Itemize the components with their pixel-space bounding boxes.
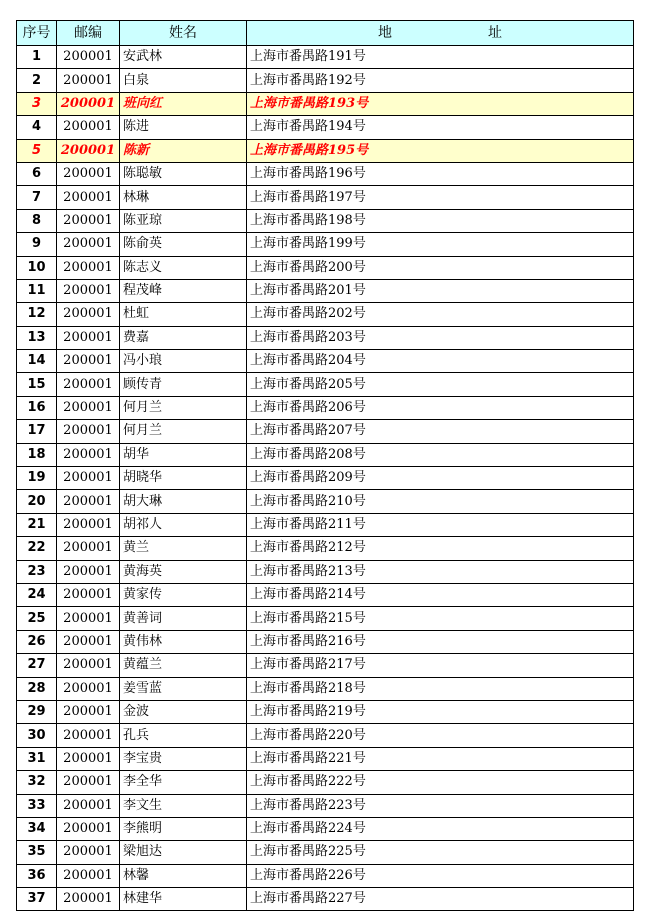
row-zip: 200001 [57,537,120,560]
row-zip: 200001 [57,724,120,747]
row-seq: 27 [17,654,57,677]
header-address-part1: 地 [378,25,392,41]
row-name: 孔兵 [120,724,247,747]
row-zip: 200001 [57,700,120,723]
row-zip: 200001 [57,326,120,349]
row-zip: 200001 [57,583,120,606]
row-seq: 31 [17,747,57,770]
row-address: 上海市番禺路222号 [247,771,634,794]
row-address: 上海市番禺路213号 [247,560,634,583]
row-seq: 8 [17,209,57,232]
row-zip: 200001 [57,677,120,700]
row-zip: 200001 [57,490,120,513]
row-name: 何月兰 [120,420,247,443]
row-address: 上海市番禺路210号 [247,490,634,513]
row-name: 姜雪蓝 [120,677,247,700]
row-address: 上海市番禺路204号 [247,350,634,373]
table-row [17,654,634,677]
row-zip: 200001 [57,69,120,92]
table-row [17,279,634,302]
address-table [16,20,634,911]
row-seq: 26 [17,630,57,653]
table-row [17,607,634,630]
table-row [17,677,634,700]
row-name: 黄家传 [120,583,247,606]
table-row [17,583,634,606]
table-row [17,186,634,209]
row-seq: 28 [17,677,57,700]
row-seq: 20 [17,490,57,513]
row-zip: 200001 [57,888,120,911]
row-name: 陈进 [120,116,247,139]
row-address: 上海市番禺路226号 [247,864,634,887]
table-row [17,771,634,794]
table-row [17,92,634,115]
row-zip: 200001 [57,279,120,302]
row-seq: 21 [17,513,57,536]
row-address: 上海市番禺路214号 [247,583,634,606]
row-address: 上海市番禺路206号 [247,396,634,419]
row-name: 顾传青 [120,373,247,396]
row-address: 上海市番禺路224号 [247,817,634,840]
row-address: 上海市番禺路196号 [247,162,634,185]
table-row [17,116,634,139]
address-sheet [16,20,634,911]
table-row [17,864,634,887]
row-name: 林琳 [120,186,247,209]
row-address: 上海市番禺路220号 [247,724,634,747]
row-name: 李全华 [120,771,247,794]
row-address: 上海市番禺路219号 [247,700,634,723]
row-seq: 36 [17,864,57,887]
table-row [17,69,634,92]
header-seq: 序号 [17,21,57,46]
row-name: 胡祁人 [120,513,247,536]
row-zip: 200001 [57,209,120,232]
row-seq: 32 [17,771,57,794]
table-row [17,700,634,723]
row-seq: 18 [17,443,57,466]
header-name: 姓名 [120,21,247,46]
table-row [17,373,634,396]
table-row [17,443,634,466]
row-address: 上海市番禺路193号 [247,92,634,115]
row-seq: 13 [17,326,57,349]
row-seq: 5 [17,139,57,162]
row-address: 上海市番禺路208号 [247,443,634,466]
row-address: 上海市番禺路211号 [247,513,634,536]
row-seq: 30 [17,724,57,747]
row-seq: 37 [17,888,57,911]
row-name: 陈俞英 [120,233,247,256]
table-row [17,630,634,653]
row-name: 梁旭达 [120,841,247,864]
row-zip: 200001 [57,654,120,677]
table-row [17,537,634,560]
row-name: 胡晓华 [120,467,247,490]
row-seq: 15 [17,373,57,396]
row-zip: 200001 [57,467,120,490]
row-zip: 200001 [57,350,120,373]
row-seq: 4 [17,116,57,139]
row-zip: 200001 [57,817,120,840]
table-body [17,46,634,911]
row-seq: 7 [17,186,57,209]
table-row [17,724,634,747]
header-row [17,21,634,46]
table-header [17,21,634,46]
header-address [247,21,634,46]
row-address: 上海市番禺路227号 [247,888,634,911]
row-zip: 200001 [57,513,120,536]
row-seq: 11 [17,279,57,302]
row-zip: 200001 [57,420,120,443]
row-address: 上海市番禺路197号 [247,186,634,209]
row-address: 上海市番禺路199号 [247,233,634,256]
row-address: 上海市番禺路217号 [247,654,634,677]
row-seq: 10 [17,256,57,279]
row-seq: 12 [17,303,57,326]
row-address: 上海市番禺路218号 [247,677,634,700]
row-zip: 200001 [57,560,120,583]
row-address: 上海市番禺路221号 [247,747,634,770]
table-row [17,817,634,840]
row-address: 上海市番禺路192号 [247,69,634,92]
row-zip: 200001 [57,841,120,864]
row-name: 班向红 [120,92,247,115]
row-address: 上海市番禺路207号 [247,420,634,443]
table-row [17,467,634,490]
header-address-part2: 址 [488,25,502,41]
row-name: 李宝贵 [120,747,247,770]
row-zip: 200001 [57,46,120,69]
row-name: 李熊明 [120,817,247,840]
table-row [17,326,634,349]
row-name: 陈聪敏 [120,162,247,185]
row-address: 上海市番禺路205号 [247,373,634,396]
table-row [17,46,634,69]
row-seq: 34 [17,817,57,840]
row-name: 陈亚琼 [120,209,247,232]
table-row [17,747,634,770]
row-seq: 29 [17,700,57,723]
row-name: 白泉 [120,69,247,92]
row-name: 胡华 [120,443,247,466]
row-name: 黄兰 [120,537,247,560]
table-row [17,233,634,256]
row-address: 上海市番禺路216号 [247,630,634,653]
row-name: 金波 [120,700,247,723]
table-row [17,209,634,232]
row-zip: 200001 [57,607,120,630]
row-name: 陈志义 [120,256,247,279]
row-name: 何月兰 [120,396,247,419]
row-zip: 200001 [57,396,120,419]
row-name: 费嘉 [120,326,247,349]
row-name: 胡大琳 [120,490,247,513]
row-seq: 35 [17,841,57,864]
row-address: 上海市番禺路195号 [247,139,634,162]
row-zip: 200001 [57,186,120,209]
row-seq: 24 [17,583,57,606]
table-row [17,888,634,911]
row-seq: 16 [17,396,57,419]
row-address: 上海市番禺路212号 [247,537,634,560]
row-seq: 25 [17,607,57,630]
table-row [17,350,634,373]
table-row [17,420,634,443]
row-seq: 22 [17,537,57,560]
row-zip: 200001 [57,303,120,326]
row-seq: 6 [17,162,57,185]
row-address: 上海市番禺路225号 [247,841,634,864]
row-zip: 200001 [57,630,120,653]
row-name: 李文生 [120,794,247,817]
row-seq: 19 [17,467,57,490]
row-address: 上海市番禺路203号 [247,326,634,349]
row-seq: 33 [17,794,57,817]
row-address: 上海市番禺路223号 [247,794,634,817]
row-zip: 200001 [57,92,120,115]
row-name: 黄善词 [120,607,247,630]
row-name: 黄伟林 [120,630,247,653]
row-address: 上海市番禺路194号 [247,116,634,139]
table-row [17,490,634,513]
row-zip: 200001 [57,443,120,466]
table-row [17,162,634,185]
table-row [17,396,634,419]
row-address: 上海市番禺路202号 [247,303,634,326]
row-zip: 200001 [57,771,120,794]
table-row [17,794,634,817]
row-seq: 1 [17,46,57,69]
row-zip: 200001 [57,116,120,139]
row-name: 冯小琅 [120,350,247,373]
table-row [17,256,634,279]
row-seq: 3 [17,92,57,115]
table-row [17,513,634,536]
row-zip: 200001 [57,233,120,256]
row-seq: 9 [17,233,57,256]
row-seq: 23 [17,560,57,583]
row-zip: 200001 [57,256,120,279]
row-name: 陈新 [120,139,247,162]
row-address: 上海市番禺路191号 [247,46,634,69]
row-address: 上海市番禺路200号 [247,256,634,279]
row-seq: 14 [17,350,57,373]
row-zip: 200001 [57,747,120,770]
row-name: 黄蕴兰 [120,654,247,677]
row-zip: 200001 [57,794,120,817]
row-name: 程茂峰 [120,279,247,302]
header-zip: 邮编 [57,21,120,46]
table-row [17,841,634,864]
row-seq: 2 [17,69,57,92]
row-address: 上海市番禺路209号 [247,467,634,490]
table-row [17,139,634,162]
table-row [17,560,634,583]
row-address: 上海市番禺路215号 [247,607,634,630]
row-zip: 200001 [57,162,120,185]
table-row [17,303,634,326]
row-name: 林馨 [120,864,247,887]
row-name: 安武林 [120,46,247,69]
row-zip: 200001 [57,373,120,396]
row-seq: 17 [17,420,57,443]
row-name: 黄海英 [120,560,247,583]
row-zip: 200001 [57,139,120,162]
row-address: 上海市番禺路198号 [247,209,634,232]
row-address: 上海市番禺路201号 [247,279,634,302]
row-name: 杜虹 [120,303,247,326]
row-name: 林建华 [120,888,247,911]
row-zip: 200001 [57,864,120,887]
